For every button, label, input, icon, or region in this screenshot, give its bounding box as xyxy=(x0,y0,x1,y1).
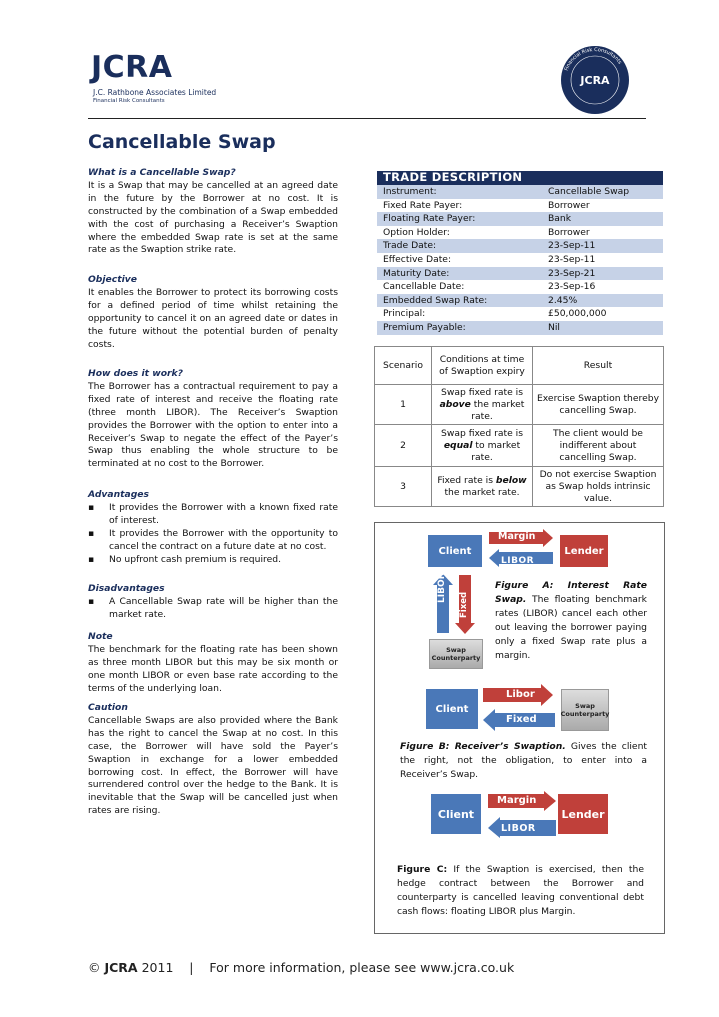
section-heading: How does it work? xyxy=(88,368,183,379)
scenario-number: 3 xyxy=(375,467,432,507)
advantages-list xyxy=(88,502,338,567)
row-label: Option Holder: xyxy=(383,226,450,238)
list-item: ▪ It provides the Borrower with a known fixed rate of interest. xyxy=(88,502,338,528)
column-header: Conditions at time of Swaption expiry xyxy=(432,347,533,385)
table-row xyxy=(377,267,663,281)
margin-arrow-label: Margin xyxy=(497,795,537,806)
section-body: Cancellable Swaps are also provided where the Bank has the right to cancel the Swap at no cost. In this case, the Borrower will have sold the Payer’s Swaption in exchange for a lower embedded borrowing cost. In effect, the Borrower will have surrendered control over the hedge to the Bank. It is inevitable that the Swap will be cancelled just when rates are rising. xyxy=(88,714,338,817)
trade-table-heading: TRADE DESCRIPTION xyxy=(377,171,663,185)
libor-arrow-label: Libor xyxy=(506,689,535,700)
row-label: Floating Rate Payer: xyxy=(377,212,540,226)
scenario-condition: Swap fixed rate is above the market rate. xyxy=(432,385,533,425)
section-body: The Borrower has a contractual requirement to pay a fixed rate of interest and receive the floating rate (three month LIBOR). The Receiver’s Swaption provides the Borrower with the option to enter into a Receiver’s Swap to negate the effect of the Payer’s Swap thus enabling the whole structure to be terminated at no cost to the Borrower. xyxy=(88,380,338,470)
header-rule xyxy=(88,118,646,119)
section-advantages xyxy=(88,489,338,566)
row-label: Embedded Swap Rate: xyxy=(377,294,540,308)
row-label: Cancellable Date: xyxy=(383,281,465,293)
client-node: Client xyxy=(431,794,481,834)
company-tagline: Financial Risk Consultants xyxy=(93,98,165,104)
row-value: 23-Sep-11 xyxy=(548,253,596,265)
table-row xyxy=(377,226,663,240)
disadvantages-list xyxy=(88,596,338,622)
section-disadvantages xyxy=(88,583,338,622)
row-value: Borrower xyxy=(548,199,590,211)
lender-node: Lender xyxy=(558,794,608,834)
section-objective xyxy=(88,274,338,351)
row-label: Instrument: xyxy=(377,185,540,199)
row-value: Cancellable Swap xyxy=(540,185,663,199)
company-seal-icon xyxy=(560,45,630,115)
row-value: 23-Sep-16 xyxy=(548,281,596,293)
row-value: 2.45% xyxy=(540,294,663,308)
list-item: ▪ No upfront cash premium is required. xyxy=(88,554,338,567)
scenario-number: 1 xyxy=(375,385,432,425)
table-row xyxy=(377,280,663,294)
row-label: Premium Payable: xyxy=(377,321,540,335)
footer-brand: JCRA xyxy=(104,960,138,975)
section-heading: Disadvantages xyxy=(88,583,165,594)
table-row xyxy=(377,199,663,213)
row-label: Principal: xyxy=(383,308,426,320)
section-heading: Objective xyxy=(88,274,137,285)
seal-ring-text: Financial Risk Consultants xyxy=(563,46,623,72)
table-row xyxy=(377,185,663,199)
libor-arrow-label: LIBOR xyxy=(501,823,536,834)
row-label: Effective Date: xyxy=(383,253,452,265)
fixed-vertical-label: Fixed xyxy=(459,591,469,618)
figures-panel xyxy=(374,522,665,934)
table-row xyxy=(377,253,663,267)
lender-node: Lender xyxy=(560,535,608,567)
scenario-result: The client would be indifferent about cancelling Swap. xyxy=(533,425,664,467)
client-node: Client xyxy=(426,689,478,729)
section-caution xyxy=(88,702,338,818)
page-title: Cancellable Swap xyxy=(88,131,276,153)
column-header: Scenario xyxy=(375,347,432,385)
client-node: Client xyxy=(428,535,482,567)
row-value: 23-Sep-21 xyxy=(540,267,663,281)
scenario-condition: Fixed rate is below the market rate. xyxy=(432,467,533,507)
column-header: Result xyxy=(533,347,664,385)
section-heading: What is a Cancellable Swap? xyxy=(88,167,236,178)
table-row xyxy=(377,212,663,226)
row-value: Nil xyxy=(540,321,663,335)
section-body: The benchmark for the floating rate has been shown as three month LIBOR but this may be six month or one month LIBOR or even base rate according to the terms of the underlying loan. xyxy=(88,643,338,694)
scenario-table xyxy=(374,346,664,507)
scenario-result: Do not exercise Swaption as Swap holds intrinsic value. xyxy=(533,467,664,507)
table-row xyxy=(375,385,664,425)
table-row xyxy=(375,467,664,507)
swap-counterparty-node: Swap Counterparty xyxy=(429,639,483,669)
trade-description-table xyxy=(377,171,663,335)
row-label: Fixed Rate Payer: xyxy=(383,199,463,211)
row-value: 23-Sep-11 xyxy=(540,239,663,253)
libor-arrow-label: LIBOR xyxy=(501,556,535,566)
list-item: ▪ A Cancellable Swap rate will be higher than the market rate. xyxy=(88,596,338,622)
section-heading: Note xyxy=(88,631,113,642)
company-logo: JCRA xyxy=(91,50,173,85)
section-body: It enables the Borrower to protect its borrowing costs for a defined period of time whilst retaining the opportunity to cancel it on an agreed date or dates in the future without the potential burden of penalty costs. xyxy=(88,286,338,350)
margin-arrow-label: Margin xyxy=(498,531,536,542)
figure-a-caption: Figure A: Interest Rate Swap. The floating benchmark rates (LIBOR) cancel each other out leaving the borrower paying only a fixed Swap rate plus a margin. xyxy=(495,580,647,661)
row-value: Borrower xyxy=(548,226,590,238)
company-name: J.C. Rathbone Associates Limited xyxy=(93,88,217,97)
table-row xyxy=(377,239,663,253)
swap-counterparty-node: Swap Counterparty xyxy=(561,689,609,731)
table-row xyxy=(377,321,663,335)
figure-b-caption: Figure B: Receiver’s Swaption. Gives the client the right, not the obligation, to enter into a Receiver’s Swap. xyxy=(400,741,647,780)
seal-text: JCRA xyxy=(580,74,610,87)
section-what xyxy=(88,167,338,257)
section-body: It is a Swap that may be cancelled at an agreed date in the future by the Borrower at no cost. It is constructed by the combination of a Swap embedded with the cost of purchasing a Receiver’s Swaption where the embedded Swap rate is set at the same rate as the Swaption strike rate. xyxy=(88,179,338,256)
section-note xyxy=(88,631,338,696)
scenario-number: 2 xyxy=(375,425,432,467)
scenario-condition: Swap fixed rate is equal to market rate. xyxy=(432,425,533,467)
table-header-row xyxy=(375,347,664,385)
row-label: Trade Date: xyxy=(377,239,540,253)
section-heading: Caution xyxy=(88,702,128,713)
section-heading: Advantages xyxy=(88,489,150,500)
libor-vertical-label: LIBOR xyxy=(437,572,447,603)
table-row xyxy=(377,307,663,321)
figure-c-caption: Figure C: If the Swaption is exercised, then the hedge contract between the Borrower and counterparty is cancelled leaving conventional debt cash flows: floating LIBOR plus Margin. xyxy=(397,864,645,917)
scenario-result: Exercise Swaption thereby cancelling Swap. xyxy=(533,385,664,425)
list-item: ▪ It provides the Borrower with the opportunity to cancel the contract on a future date at no cost. xyxy=(88,528,338,554)
page-footer: © JCRA 2011 | For more information, please see www.jcra.co.uk xyxy=(88,960,515,975)
table-row xyxy=(377,294,663,308)
section-how xyxy=(88,368,338,471)
row-label: Maturity Date: xyxy=(377,267,540,281)
fixed-arrow-label: Fixed xyxy=(506,714,537,725)
row-value: £50,000,000 xyxy=(548,308,607,320)
table-row xyxy=(375,425,664,467)
row-value: Bank xyxy=(540,212,663,226)
